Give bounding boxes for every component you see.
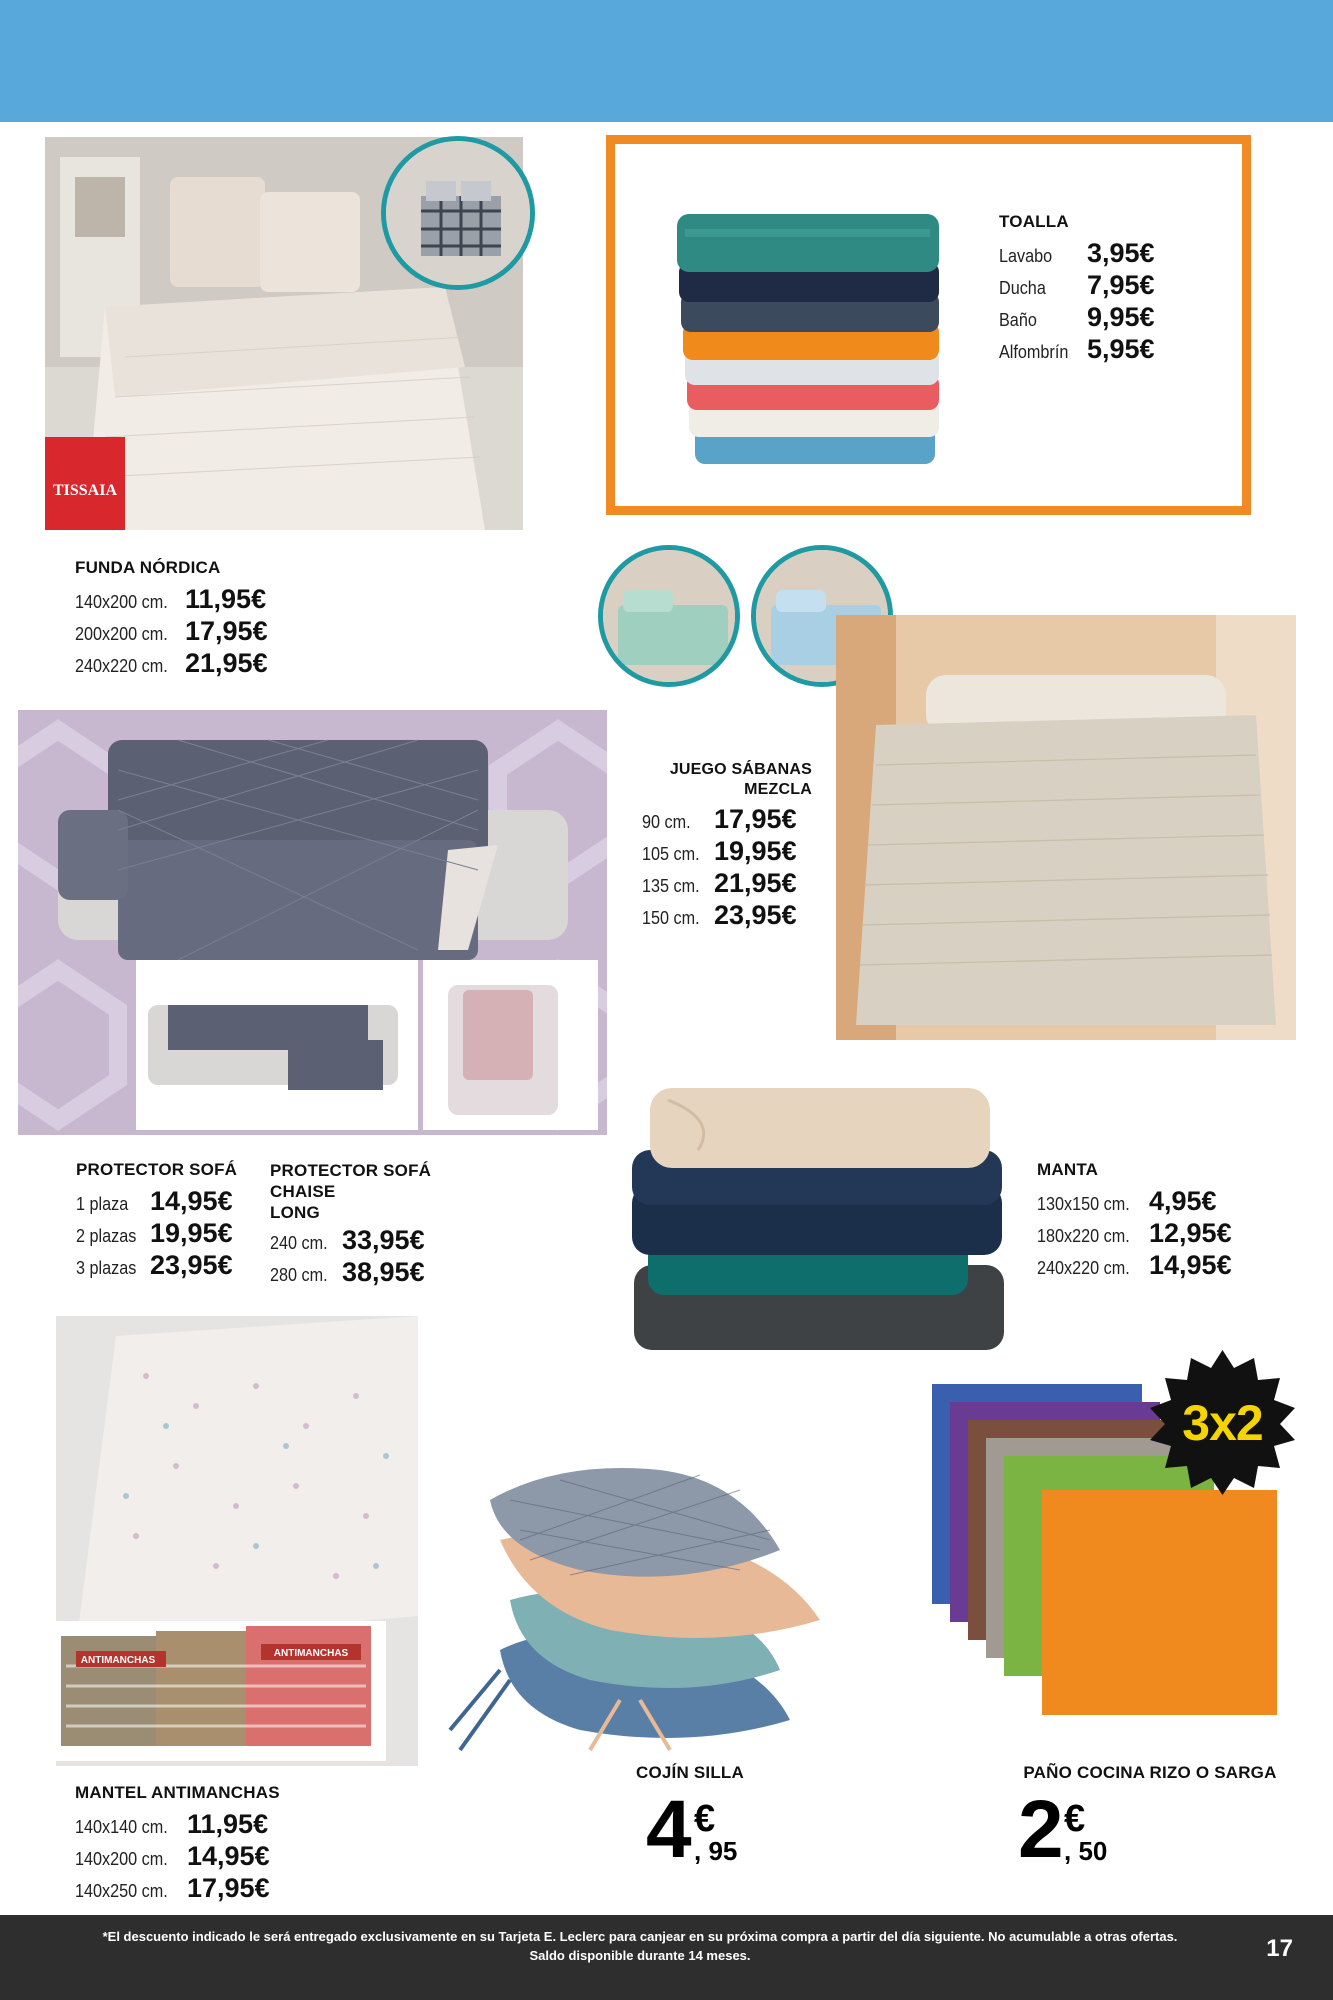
size-label: 2 plazas xyxy=(76,1226,137,1246)
size-label: Ducha xyxy=(999,278,1046,298)
protector-chaise-info xyxy=(270,1160,500,1289)
price-decimals: , 50 xyxy=(1064,1836,1108,1866)
price-value: 19,95€ xyxy=(714,836,797,866)
size-label: 90 cm. xyxy=(642,812,691,832)
price-value: 14,95€ xyxy=(1149,1250,1232,1280)
product-title: JUEGO SÁBANAS xyxy=(669,761,812,778)
sabanas-info xyxy=(642,760,812,932)
size-label: 3 plazas xyxy=(76,1258,137,1278)
page-number: 17 xyxy=(1266,1935,1293,1962)
price-row xyxy=(999,302,1229,334)
funda-inset-circle xyxy=(381,136,535,290)
price-value: 17,95€ xyxy=(187,1873,270,1903)
product-title: TOALLA xyxy=(999,212,1069,231)
price-row xyxy=(1037,1218,1287,1250)
manta-info xyxy=(1037,1160,1287,1282)
3x2-badge xyxy=(1150,1350,1295,1495)
toalla-box xyxy=(606,135,1251,515)
size-label: 280 cm. xyxy=(270,1265,328,1285)
size-label: 105 cm. xyxy=(642,844,700,864)
product-title: COJÍN SILLA xyxy=(636,1763,744,1782)
price-value: 7,95€ xyxy=(1087,270,1155,300)
size-label: Lavabo xyxy=(999,246,1053,266)
size-label: 240x220 cm. xyxy=(1037,1258,1130,1278)
cojin-price xyxy=(560,1784,820,1899)
size-label: 180x220 cm. xyxy=(1037,1226,1130,1246)
price-value: 21,95€ xyxy=(714,868,797,898)
price-value: 23,95€ xyxy=(714,900,797,930)
price-row xyxy=(75,616,375,648)
price-value: 14,95€ xyxy=(187,1841,270,1871)
price-value: 12,95€ xyxy=(1149,1218,1232,1248)
price-value: 3,95€ xyxy=(1087,238,1155,268)
size-label: 140x250 cm. xyxy=(75,1881,168,1901)
cojin-image xyxy=(440,1420,910,1760)
product-title: PROTECTOR SOFÁ xyxy=(76,1160,238,1179)
towel-stack-image xyxy=(675,174,975,484)
price-value: 17,95€ xyxy=(185,616,268,646)
size-label: 135 cm. xyxy=(642,876,700,896)
badge-text: 3x2 xyxy=(1182,1394,1263,1451)
sabanas-green-circle xyxy=(598,545,740,687)
price-decimals: , 95 xyxy=(694,1836,738,1866)
manta-image xyxy=(628,1080,1008,1355)
price-value: 23,95€ xyxy=(150,1250,233,1280)
size-label: 140x140 cm. xyxy=(75,1817,168,1837)
price-integer: 2 xyxy=(1018,1784,1064,1875)
price-row xyxy=(270,1257,500,1289)
price-row xyxy=(999,238,1229,270)
disclaimer-line1: *El descuento indicado le será entregado exclusivamente en su Tarjeta E. Leclerc para canjear en su próxima compra a partir del día siguiente. No acumulable a otras ofertas. xyxy=(102,1929,1178,1944)
price-value: 14,95€ xyxy=(150,1186,233,1216)
footer xyxy=(0,1915,1333,2000)
price-integer: 4 xyxy=(646,1784,692,1875)
product-title: FUNDA NÓRDICA xyxy=(75,558,221,577)
product-title-line2: LONG xyxy=(270,1203,320,1222)
price-value: 11,95€ xyxy=(185,584,267,614)
footer-disclaimer xyxy=(40,1927,1240,1965)
package-label: ANTIMANCHAS xyxy=(80,1655,156,1666)
price-row xyxy=(642,804,812,836)
size-label: 140x200 cm. xyxy=(75,592,168,612)
cojin-info xyxy=(560,1763,820,1899)
product-title: PAÑO COCINA RIZO O SARGA xyxy=(1023,1763,1277,1782)
funda-nordica-info xyxy=(75,558,375,680)
package-label: ANTIMANCHAS xyxy=(273,1648,349,1659)
price-row xyxy=(999,334,1229,366)
size-label: 140x200 cm. xyxy=(75,1849,168,1869)
size-label: 150 cm. xyxy=(642,908,700,928)
price-row xyxy=(1037,1250,1287,1282)
size-label: Baño xyxy=(999,310,1037,330)
toalla-info xyxy=(999,212,1229,366)
tissaia-logo: TISSAIA xyxy=(52,482,118,499)
price-row xyxy=(76,1186,266,1218)
size-label: Alfombrín xyxy=(999,342,1069,362)
price-value: 4,95€ xyxy=(1149,1186,1217,1216)
price-currency: € xyxy=(1064,1798,1086,1840)
price-value: 11,95€ xyxy=(187,1809,269,1839)
price-value: 19,95€ xyxy=(150,1218,233,1248)
price-value: 38,95€ xyxy=(342,1257,425,1287)
price-row xyxy=(642,836,812,868)
price-value: 9,95€ xyxy=(1087,302,1155,332)
price-value: 33,95€ xyxy=(342,1225,425,1255)
price-row xyxy=(270,1225,500,1257)
product-title: PROTECTOR SOFÁ CHAISE xyxy=(270,1161,432,1201)
pano-price xyxy=(1000,1784,1300,1899)
price-value: 21,95€ xyxy=(185,648,268,678)
price-value: 5,95€ xyxy=(1087,334,1155,364)
disclaimer-line2: Saldo disponible durante 14 meses. xyxy=(529,1948,751,1963)
sabanas-image xyxy=(836,615,1296,1040)
mantel-image xyxy=(56,1316,418,1766)
price-row xyxy=(76,1218,266,1250)
product-title-line2: MEZCLA xyxy=(744,781,812,798)
price-row xyxy=(76,1250,266,1282)
product-title: MANTEL ANTIMANCHAS xyxy=(75,1783,280,1802)
size-label: 200x200 cm. xyxy=(75,624,168,644)
product-title: MANTA xyxy=(1037,1160,1099,1179)
price-row xyxy=(642,868,812,900)
price-row xyxy=(75,648,375,680)
price-row xyxy=(1037,1186,1287,1218)
price-row xyxy=(642,900,812,932)
price-row xyxy=(75,1873,395,1905)
size-label: 1 plaza xyxy=(76,1194,129,1214)
protector-sofa-image xyxy=(18,710,607,1135)
size-label: 240x220 cm. xyxy=(75,656,168,676)
mantel-info xyxy=(75,1783,395,1905)
price-row xyxy=(999,270,1229,302)
top-banner xyxy=(0,0,1333,122)
price-row xyxy=(75,584,375,616)
price-row xyxy=(75,1841,395,1873)
price-value: 17,95€ xyxy=(714,804,797,834)
protector-sofa-info xyxy=(76,1160,266,1282)
pano-info xyxy=(1000,1763,1300,1899)
size-label: 240 cm. xyxy=(270,1233,328,1253)
size-label: 130x150 cm. xyxy=(1037,1194,1130,1214)
price-row xyxy=(75,1809,395,1841)
price-currency: € xyxy=(694,1798,716,1840)
